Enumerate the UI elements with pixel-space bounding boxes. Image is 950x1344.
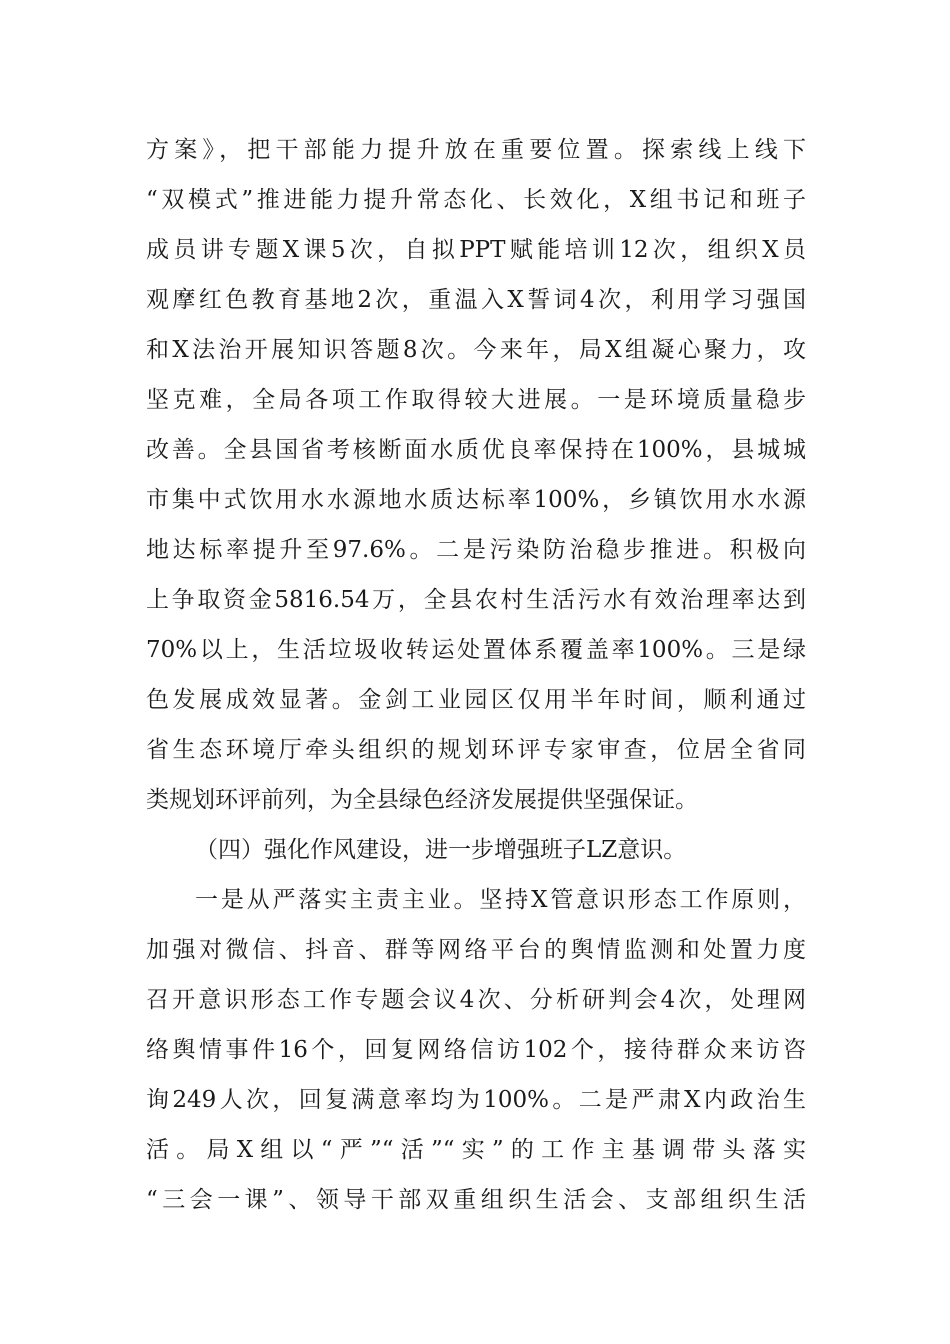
text-line: 70%以上，生活垃圾收转运处置体系覆盖率100%。三是绿 — [146, 637, 806, 663]
text-line: 色发展成效显著。金剑工业园区仅用半年时间，顺利通过 — [146, 687, 806, 713]
text-line: 坚克难，全局各项工作取得较大进展。一是环境质量稳步 — [146, 387, 806, 413]
section-heading: （四）强化作风建设，进一步增强班子LZ意识。 — [195, 837, 687, 863]
text-line: 加强对微信、抖音、群等网络平台的舆情监测和处置力度 — [146, 937, 806, 963]
text-line: “三会一课”、领导干部双重组织生活会、支部组织生活 — [146, 1187, 806, 1213]
text-line: 询249人次，回复满意率均为100%。二是严肃X内政治生 — [146, 1087, 806, 1113]
text-line: 观摩红色教育基地2次，重温入X誓词4次，利用学习强国 — [146, 287, 806, 313]
text-line: 市集中式饮用水水源地水质达标率100%，乡镇饮用水水源 — [146, 487, 806, 513]
text-line: 一是从严落实主责主业。坚持X管意识形态工作原则， — [195, 887, 806, 913]
text-line: 络舆情事件16个，回复网络信访102个，接待群众来访咨 — [146, 1037, 806, 1063]
text-line: 省生态环境厅牵头组织的规划环评专家审查，位居全省同 — [146, 737, 806, 763]
text-line: 类规划环评前列，为全县绿色经济发展提供坚强保证。 — [146, 787, 698, 813]
text-line: 和X法治开展知识答题8次。今来年，局X组凝心聚力，攻 — [146, 337, 806, 363]
text-line: 改善。全县国省考核断面水质优良率保持在100%，县城城 — [146, 437, 806, 463]
text-line: 活。局X组以“严”“活”“实”的工作主基调带头落实 — [146, 1137, 806, 1163]
text-line: 方案》，把干部能力提升放在重要位置。探索线上线下 — [146, 137, 806, 163]
text-line: 上争取资金5816.54万，全县农村生活污水有效治理率达到 — [146, 587, 806, 613]
text-line: 成员讲专题X课5次，自拟PPT赋能培训12次，组织X员 — [146, 237, 806, 263]
text-line: 地达标率提升至97.6%。二是污染防治稳步推进。积极向 — [146, 537, 806, 563]
text-line: “双模式”推进能力提升常态化、长效化，X组书记和班子 — [146, 187, 806, 213]
text-line: 召开意识形态工作专题会议4次、分析研判会4次，处理网 — [146, 987, 806, 1013]
